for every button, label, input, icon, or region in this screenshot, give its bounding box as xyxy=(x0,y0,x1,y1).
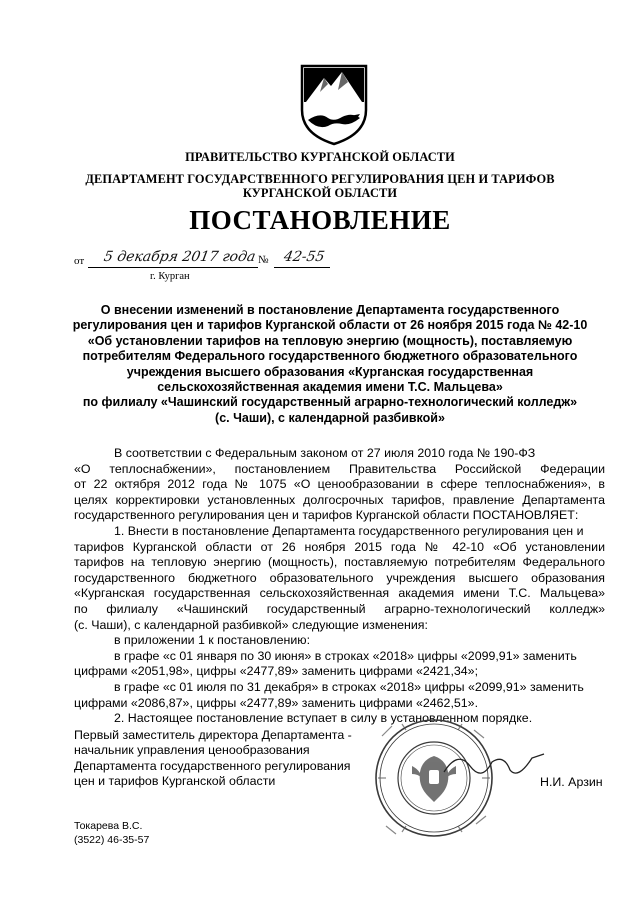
document-subject xyxy=(60,303,600,426)
body-line: в приложении 1 к постановлению: xyxy=(114,633,311,648)
body-line: государственного бюджетного образовательного учреждения высшего образования xyxy=(74,570,605,585)
executor-name: Токарева В.С. xyxy=(74,820,143,832)
body-line: 1. Внести в постановление Департамента государственного регулирования цен и xyxy=(114,523,584,538)
department-name-line1: ДЕПАРТАМЕНТ ГОСУДАРСТВЕННОГО РЕГУЛИРОВАНИЯ ЦЕН И ТАРИФОВ xyxy=(85,172,555,186)
body-line: цифрами «2086,87», цифры «2477,89» заменить цифрами «2462,51». xyxy=(74,695,479,710)
signatory-line: начальник управления ценообразования xyxy=(74,743,310,758)
subject-line: «Об установлении тарифов на тепловую энергию (мощность), поставляемую xyxy=(87,333,573,348)
body-line: 2. Настоящее постановление вступает в силу в установленном порядке. xyxy=(114,711,533,726)
body-line: «Курганская государственная сельскохозяйственная академия имени Т.С. Мальцева» xyxy=(74,586,605,601)
handwritten-number: 42-55 xyxy=(282,249,326,265)
body-line: в графе «с 01 января по 30 июня» в строках «2018» цифры «2099,91» заменить xyxy=(114,648,577,663)
handwritten-date: 5 декабря 2017 года xyxy=(102,249,257,265)
number-underline xyxy=(274,267,330,268)
body-line: «О теплоснабжении», постановлением Правительства Российской Федерации xyxy=(74,461,605,476)
body-line: тарифов Курганской области от 26 ноября 2015 года № 42-10 «Об установлении xyxy=(74,539,605,554)
coat-of-arms-emblem xyxy=(298,62,370,146)
subject-line: потребителям Федерального государственного бюджетного образовательного xyxy=(82,349,578,364)
executor-info xyxy=(74,819,149,847)
signatory-line: Первый заместитель директора Департамента - xyxy=(74,728,352,742)
body-line: в графе «с 01 июля по 31 декабря» в строках «2018» цифры «2099,91» заменить xyxy=(114,679,584,694)
subject-line: по филиалу «Чашинский государственный аграрно-технологический колледж» xyxy=(82,395,578,410)
subject-line: (с. Чаши), с календарной разбивкой» xyxy=(215,410,445,425)
body-line: (с. Чаши), с календарной разбивкой» следующие изменения: xyxy=(74,617,428,632)
subject-line: О внесении изменений в постановление Департамента государственного xyxy=(100,303,560,317)
body-line: государственного регулирования цен и тарифов Курганской области ПОСТАНОВЛЯЕТ: xyxy=(74,508,579,523)
signatory-line: Департамента государственного регулирования xyxy=(74,758,351,773)
document-body xyxy=(74,446,605,727)
date-underline xyxy=(88,267,258,268)
signatory-line: цен и тарифов Курганской области xyxy=(74,774,276,789)
subject-line: учреждения высшего образования «Курганская государственная xyxy=(126,364,534,379)
handwritten-signature xyxy=(440,744,550,784)
city-label: г. Курган xyxy=(150,271,190,282)
subject-line: регулирования цен и тарифов Курганской области от 26 ноября 2015 года № 42-10 xyxy=(72,318,588,333)
department-name-line2: КУРГАНСКОЙ ОБЛАСТИ xyxy=(242,186,398,200)
signatory-position xyxy=(74,728,352,790)
from-label: от xyxy=(74,255,85,267)
body-line: тарифов на тепловую энергию (мощность), поставляемую потребителям Федерального xyxy=(74,555,605,570)
document-type-title: ПОСТАНОВЛЕНИЕ xyxy=(189,205,451,235)
government-name: ПРАВИТЕЛЬСТВО КУРГАНСКОЙ ОБЛАСТИ xyxy=(185,150,455,164)
signer-name: Н.И. Арзин xyxy=(540,775,603,789)
body-line: целях корректировки установленных долгосрочных тарифов, правление Департамента xyxy=(74,492,605,507)
number-label: № xyxy=(258,254,269,266)
date-number-line xyxy=(74,249,374,271)
body-line: В соответствии с Федеральным законом от 27 июля 2010 года № 190-ФЗ xyxy=(114,446,536,460)
body-line: цифрами «2051,98», цифры «2477,89» заменить цифрами «2421,34»; xyxy=(74,664,479,679)
subject-line: сельскохозяйственная академия имени Т.С. Мальцева» xyxy=(157,380,503,395)
executor-phone: (3522) 46-35-57 xyxy=(74,834,150,846)
body-line: по филиалу «Чашинский государственный аграрно-технологический колледж» xyxy=(74,601,605,616)
body-line: от 22 октября 2012 года № 1075 «О ценообразовании в сфере теплоснабжения», в xyxy=(74,477,605,492)
